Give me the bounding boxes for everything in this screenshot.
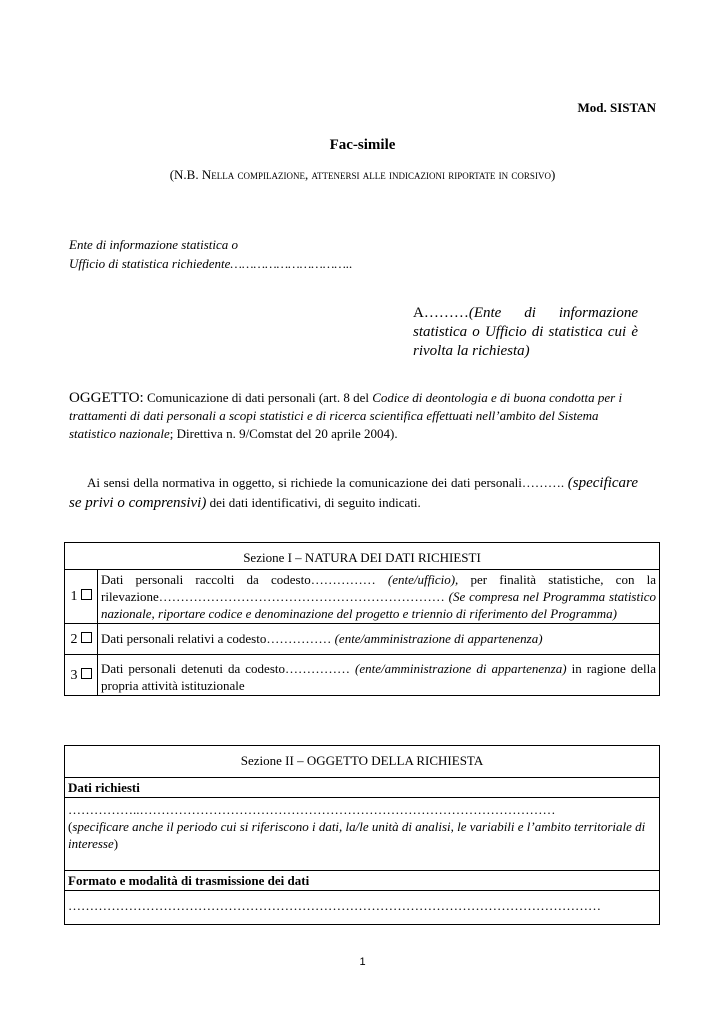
option-number: 2 [70, 631, 78, 647]
option-2-cell [65, 624, 98, 655]
option-2-text [98, 624, 660, 655]
page-number: 1 [359, 956, 366, 968]
section-2-title: Sezione II – OGGETTO DELLA RICHIESTA [65, 746, 660, 778]
table-row [65, 655, 660, 696]
option-2-part-a: Dati personali relativi a codesto…………… [101, 631, 332, 646]
subject-code-title: Codice di deontologia e di buona condotta per i trattamenti di dati personali a scopi statistici e di ricerca scientifica effettuati nell’ambito del Sistema statistico nazionale [69, 390, 623, 441]
table-row [65, 570, 660, 624]
option-1-text [98, 570, 660, 624]
requested-data-field[interactable] [65, 798, 660, 871]
table-row [65, 624, 660, 655]
requester-line-1: Ente di informazione statistica o [69, 237, 238, 252]
requested-data-hint: specificare anche il periodo cui si riferiscono i dati, la/le unità di analisi, le variabili e l’ambito territoriale di interesse [68, 819, 646, 851]
hint-paren-open: ( [68, 819, 73, 834]
intro-hint: (specificare se privi o comprensivi) [69, 475, 638, 511]
option-1-cell [65, 570, 98, 624]
recipient-hint: (Ente di informazione statistica o Ufficio di statistica cui è rivolta la richiesta) [413, 305, 638, 359]
option-3-part-a: Dati personali detenuti da codesto…………… [101, 661, 350, 676]
option-3-text [98, 655, 660, 696]
compilation-note: (N.B. Nella compilazione, attenersi alle indicazioni riportate in corsivo) [169, 167, 556, 182]
subject-label: OGGETTO: [69, 390, 144, 406]
checkbox-3[interactable] [81, 668, 92, 679]
hint-paren-close: ) [113, 836, 119, 851]
section-1-table [64, 542, 660, 696]
requester-block [69, 235, 352, 273]
section-1-title: Sezione I – NATURA DEI DATI RICHIESTI [65, 543, 660, 570]
option-number: 3 [70, 667, 78, 683]
option-3-cell [65, 655, 98, 696]
option-1-part-b: (ente/ufficio), [375, 572, 459, 587]
option-3-part-c: in ragione della propria attività istituzionale [101, 661, 656, 693]
option-3-part-b: (ente/amministrazione di appartenenza) [350, 661, 567, 676]
format-field[interactable] [65, 891, 660, 925]
recipient-block [413, 304, 638, 361]
subject-block [69, 389, 638, 443]
requester-line-2: Ufficio di statistica richiedente………………………….. [69, 256, 353, 271]
model-code: Mod. SISTAN [577, 100, 656, 115]
format-dots: …………………………………………………………………………………………………………… [68, 898, 601, 913]
subject-text-1: Comunicazione di dati personali (art. 8 del [143, 390, 373, 405]
checkbox-2[interactable] [81, 632, 92, 643]
format-label: Formato e modalità di trasmissione dei dati [65, 871, 660, 891]
option-1-part-c: per finalità statistiche, con la rilevazione………………………………………………………… [101, 572, 656, 604]
section-2-table [64, 745, 660, 925]
option-1-part-d: (Se compresa nel Programma statistico nazionale, riportare codice e denominazione del progetto e triennio di riferimento del Programma) [101, 589, 656, 621]
option-number: 1 [70, 589, 78, 604]
requested-data-dots: ……………..…………………………………………………………………………………… [68, 802, 556, 817]
subject-text-3: ; Direttiva n. 9/Comstat del 20 aprile 2004). [169, 426, 398, 441]
option-2-part-b: (ente/amministrazione di appartenenza) [331, 631, 543, 646]
recipient-prefix: A……… [413, 305, 469, 321]
option-1-part-a: Dati personali raccolti da codesto…………… [101, 572, 376, 587]
intro-paragraph [69, 473, 638, 513]
intro-text-3: dei dati identificativi, di seguito indicati. [206, 495, 421, 510]
document-title: Fac-simile [329, 137, 396, 153]
intro-text-1: Ai sensi della normativa in oggetto, si richiede la comunicazione dei dati personali………. [87, 475, 568, 490]
checkbox-1[interactable] [81, 589, 92, 600]
requested-data-label: Dati richiesti [65, 778, 660, 798]
